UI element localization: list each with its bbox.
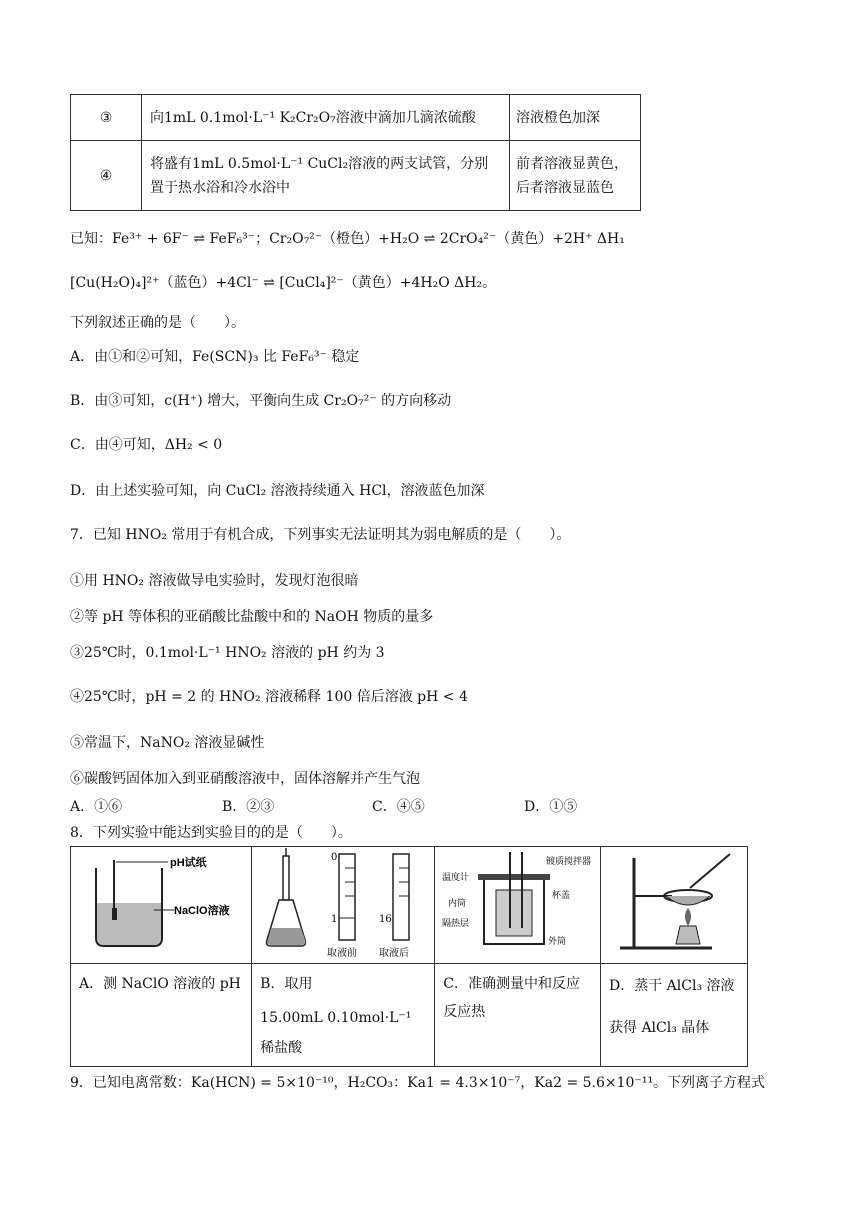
question-8-stem: 8．下列实验中能达到实验目的的是（ ）。 xyxy=(70,825,352,841)
option-cell-a xyxy=(71,964,252,1067)
label-before: 取液前 xyxy=(327,948,358,958)
option-a-line: A．测 NaClO 溶液的 pH xyxy=(79,976,241,992)
q7-options xyxy=(70,796,770,816)
option-b-line: 15.00mL 0.10mol·L⁻¹ xyxy=(260,1010,412,1026)
option-b-line: B．取用 xyxy=(260,976,313,992)
option-cell-c xyxy=(435,964,601,1067)
operation-cell: 向1mL 0.1mol·L⁻¹ K₂Cr₂O₇溶液中滴加几滴浓硫酸 xyxy=(142,95,510,141)
option-b-line: 稀盐酸 xyxy=(260,1040,303,1056)
option-b: B．由③可知，c(H⁺) 增大，平衡向生成 Cr₂O₇²⁻ 的方向移动 xyxy=(70,393,452,409)
label-stirrer: 镀质搅拌器 xyxy=(545,856,591,866)
calorimeter-figure xyxy=(438,848,598,958)
result-line: 后者溶液显蓝色 xyxy=(516,179,614,196)
statement-4: ④25℃时，pH = 2 的 HNO₂ 溶液稀释 100 倍后溶液 pH < 4 xyxy=(70,689,468,705)
operation-cell xyxy=(142,141,510,211)
label-thermometer: 温度计 xyxy=(441,872,469,882)
row-number: ③ xyxy=(71,95,142,141)
statement-5: ⑤常温下，NaNO₂ 溶液显碱性 xyxy=(70,735,265,751)
result-cell xyxy=(510,141,641,211)
q7-option-b: B．②③ xyxy=(222,799,275,815)
option-d: D．由上述实验可知，向 CuCl₂ 溶液持续通入 HCl，溶液蓝色加深 xyxy=(70,483,485,499)
option-c-line: 反应热 xyxy=(443,1004,486,1020)
label-insulation: 隔热层 xyxy=(441,918,469,928)
experiment-table xyxy=(70,94,641,211)
row-number: ④ xyxy=(71,141,142,211)
figure-b xyxy=(252,847,435,964)
operation-line: 置于热水浴和冷水浴中 xyxy=(150,179,290,196)
label-one: 1 xyxy=(331,914,338,925)
figure-d xyxy=(601,847,748,964)
q7-option-a: A．①⑥ xyxy=(70,799,123,815)
q7-option-d: D．①⑤ xyxy=(524,799,578,815)
option-c-line: C．准确测量中和反应 xyxy=(443,976,580,992)
label-inner: 内筒 xyxy=(447,898,466,908)
statement-2: ②等 pH 等体积的亚硝酸比盐酸中和的 NaOH 物质的量多 xyxy=(70,609,434,625)
option-cell-d xyxy=(601,964,748,1067)
option-d-line: D．蒸干 AlCl₃ 溶液 xyxy=(609,978,735,994)
table-row xyxy=(71,95,641,141)
figure-a xyxy=(71,847,252,964)
burette-figure xyxy=(255,848,431,958)
question-9-stem: 9．已知电离常数：Ka(HCN) = 5×10⁻¹⁰，H₂CO₃：Ka1 = 4.3×10⁻⁷，Ka2 = 5.6×10⁻¹¹。下列离子方程式 xyxy=(70,1075,766,1091)
result-cell: 溶液橙色加深 xyxy=(510,95,641,141)
label-ph-paper: pH试纸 xyxy=(170,857,207,869)
table-row xyxy=(71,141,641,211)
known-equation-1: 已知：Fe³⁺ + 6F⁻ ⇌ FeF₆³⁻；Cr₂O₇²⁻（橙色）+H₂O ⇌ 2CrO₄²⁻（黄色）+2H⁺ ΔH₁ xyxy=(70,231,625,247)
question-stem: 下列叙述正确的是（ ）。 xyxy=(70,315,245,331)
label-sixteen: 16 xyxy=(379,914,392,925)
label-lid: 杯盖 xyxy=(551,890,570,900)
label-naclo: NaClO溶液 xyxy=(174,905,230,917)
statement-3: ③25℃时，0.1mol·L⁻¹ HNO₂ 溶液的 pH 约为 3 xyxy=(70,645,385,661)
q7-option-c: C．④⑤ xyxy=(372,799,425,815)
operation-line: 将盛有1mL 0.5mol·L⁻¹ CuCl₂溶液的两支试管，分别 xyxy=(150,155,489,172)
statement-1: ①用 HNO₂ 溶液做导电实验时，发现灯泡很暗 xyxy=(70,573,359,589)
evaporation-figure xyxy=(602,848,746,958)
label-zero: 0 xyxy=(331,852,338,863)
known-equation-2: [Cu(H₂O)₄]²⁺（蓝色）+4Cl⁻ ⇌ [CuCl₄]²⁻（黄色）+4H₂O ΔH₂。 xyxy=(70,275,497,291)
result-line: 前者溶液显黄色， xyxy=(516,155,628,172)
label-outer: 外筒 xyxy=(547,936,566,946)
question-7-stem: 7．已知 HNO₂ 常用于有机合成，下列事实无法证明其为弱电解质的是（ ）。 xyxy=(70,527,571,543)
option-d-line: 获得 AlCl₃ 晶体 xyxy=(609,1020,710,1036)
figure-c xyxy=(435,847,601,964)
option-c: C．由④可知，ΔH₂ < 0 xyxy=(70,437,223,453)
option-cell-b xyxy=(252,964,435,1067)
option-a: A．由①和②可知，Fe(SCN)₃ 比 FeF₆³⁻ 稳定 xyxy=(70,349,360,365)
apparatus-table xyxy=(70,846,748,1067)
statement-6: ⑥碳酸钙固体加入到亚硝酸溶液中，固体溶解并产生气泡 xyxy=(70,771,420,787)
beaker-ph-figure xyxy=(76,848,246,958)
label-after: 取液后 xyxy=(379,948,410,958)
